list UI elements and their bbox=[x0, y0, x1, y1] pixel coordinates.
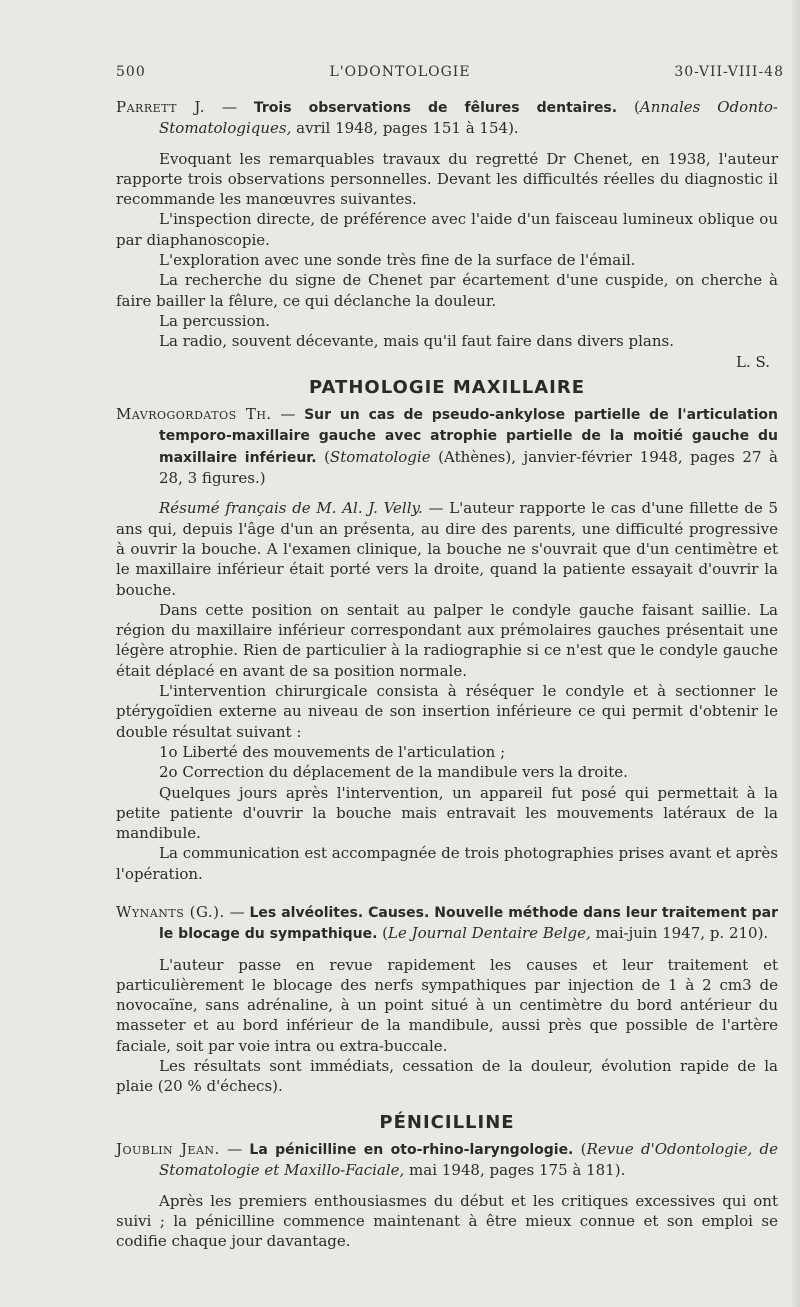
article-title: Les alvéolites. Causes. Nouvelle méthode dans leur traitement par le blocage du sympathique. bbox=[159, 904, 779, 943]
journal-name: Annales Odonto-Stomatologiques, bbox=[159, 98, 778, 138]
running-title: L'ODONTOLOGIE bbox=[329, 64, 471, 80]
article-source: mai 1948, pages 175 à 181). bbox=[404, 1161, 626, 1180]
page-edge-shadow bbox=[790, 0, 800, 1307]
section-heading-penicilline: PÉNICILLINE bbox=[379, 1111, 515, 1133]
paragraph: Après les premiers enthousiasmes du début et les critiques excessives qui ont suivi ; la pénicilline commence maintenant à être mieux connue et son emploi se codifie chaque jour davantage. bbox=[116, 1191, 778, 1251]
paragraph: La percussion. bbox=[159, 311, 271, 330]
paragraph: Evoquant les remarquables travaux du regretté Dr Chenet, en 1938, l'auteur rapporte trois observations personnelles. Devant les difficultés réelles du diagnostic il recommande les manœuvres suivantes. bbox=[116, 149, 778, 209]
list-item: 1o Liberté des mouvements de l'articulation ; bbox=[159, 742, 506, 761]
paragraph: La communication est accompagnée de trois photographies prises avant et après l'opération. bbox=[116, 844, 778, 883]
paragraph: L'auteur passe en revue rapidement les causes et leur traitement et particulièrement le blocage des nerfs sympathiques par injection de 1 à 2 cm3 de novocaïne, sans adrénaline, à un point situé à un centimètre du bord antérieur du masseter et au bord inférieur de la mandibule, aussi près que possible de l'artère faciale, soit par voie intra ou extra-buccale. bbox=[116, 955, 778, 1055]
paragraph: L'intervention chirurgicale consista à réséquer le condyle et à sectionner le ptérygoïdien externe au niveau de son insertion inférieure ce qui permit d'obtenir le double résultat suivant : bbox=[116, 682, 778, 741]
article-author: Parrett J. bbox=[116, 98, 206, 116]
article-title: Sur un cas de pseudo-ankylose partielle de l'articulation temporo-maxillaire gauche avec atrophie partielle de la moitié gauche du maxillaire inférieur. bbox=[159, 407, 778, 466]
article-column bbox=[116, 95, 778, 1251]
journal-name: Stomatologie bbox=[329, 447, 431, 466]
paragraph: La radio, souvent décevante, mais qu'il faut faire dans divers plans. bbox=[159, 332, 674, 351]
journal-name: Le Journal Dentaire Belge, bbox=[388, 924, 591, 943]
paragraph: Quelques jours après l'intervention, un appareil fut posé qui permettait à la petite patiente d'ouvrir la bouche mais entravait les mouvements latéraux de la mandibule. bbox=[116, 783, 778, 843]
resume-credit: Résumé français de M. Al. J. Velly. bbox=[159, 499, 423, 518]
article-source: (Athènes), janvier-février 1948, pages 27 à 28, 3 figures.) bbox=[159, 447, 778, 488]
article-heading: Parrett J. — Trois observations de fêlures dentaires. (Annales Odonto-Stomatologiques, avril 1948, pages 151 à 154). bbox=[116, 98, 778, 138]
article-title: Trois observations de fêlures dentaires. bbox=[253, 100, 618, 116]
article-source: avril 1948, pages 151 à 154). bbox=[291, 119, 519, 138]
section-heading-pathologie: PATHOLOGIE MAXILLAIRE bbox=[308, 376, 586, 398]
paragraph: Les résultats sont immédiats, cessation de la douleur, évolution rapide de la plaie (20 % d'échecs). bbox=[116, 1057, 778, 1096]
article-author: Mavrogordatos Th. bbox=[116, 405, 272, 424]
journal-name: Revue d'Odontologie, de Stomatologie et Maxillo-Faciale, bbox=[159, 1139, 779, 1180]
article-author: Wynants (G.). bbox=[116, 902, 225, 921]
article-heading: Wynants (G.). — Les alvéolites. Causes. Nouvelle méthode dans leur traitement par le blocage du sympathique. (Le Journal Dentaire Belge, mai-juin 1947, p. 210). bbox=[116, 902, 779, 943]
paragraph: L'exploration avec une sonde très fine de la surface de l'émail. bbox=[159, 251, 636, 270]
article-author: Joublin Jean. bbox=[116, 1139, 220, 1158]
page-number: 500 bbox=[116, 64, 146, 80]
article-heading: Joublin Jean. — La pénicilline en oto-rhino-laryngologie. (Revue d'Odontologie, de Stomatologie et Maxillo-Faciale, mai 1948, pages 175 à 181). bbox=[116, 1139, 779, 1180]
article-title: La pénicilline en oto-rhino-laryngologie. bbox=[249, 1141, 574, 1158]
paragraph: Résumé français de M. Al. J. Velly. — L'auteur rapporte le cas d'une fillette de 5 ans qui, depuis l'âge d'un an présenta, au dire des parents, une difficulté progressive à ouvrir la bouche. A l'examen clinique, la bouche ne s'ouvrait que d'un centimètre et le maxillaire inférieur était porté vers la droite, quand la patiente essayait d'ouvrir la bouche. bbox=[116, 499, 778, 599]
article-source: mai-juin 1947, p. 210). bbox=[590, 924, 769, 943]
paragraph: Dans cette position on sentait au palper le condyle gauche faisant saillie. La région du maxillaire inférieur correspondant aux prémolaires gauches présentait une légère atrophie. Rien de particulier à la radiographie si ce n'est que le condyle gauche était déplacé en avant de sa position normale. bbox=[116, 600, 778, 680]
issue-date: 30-VII-VIII-48 bbox=[674, 64, 784, 80]
paragraph: L'inspection directe, de préférence avec l'aide d'un faisceau lumineux oblique ou par diaphanoscopie. bbox=[116, 210, 778, 249]
list-item: 2o Correction du déplacement de la mandibule vers la droite. bbox=[159, 763, 628, 782]
paragraph: La recherche du signe de Chenet par écartement d'une cuspide, on cherche à faire bailler la fêlure, ce qui déclanche la douleur. bbox=[116, 271, 778, 310]
article-heading: Mavrogordatos Th. — Sur un cas de pseudo-ankylose partielle de l'articulation temporo-maxillaire gauche avec atrophie partielle de la moitié gauche du maxillaire inférieur. (Stomatologie (Athènes), janvier-février 1948, pages 27 à 28, 3 figures.) bbox=[116, 405, 778, 488]
signature: L. S. bbox=[735, 352, 770, 371]
